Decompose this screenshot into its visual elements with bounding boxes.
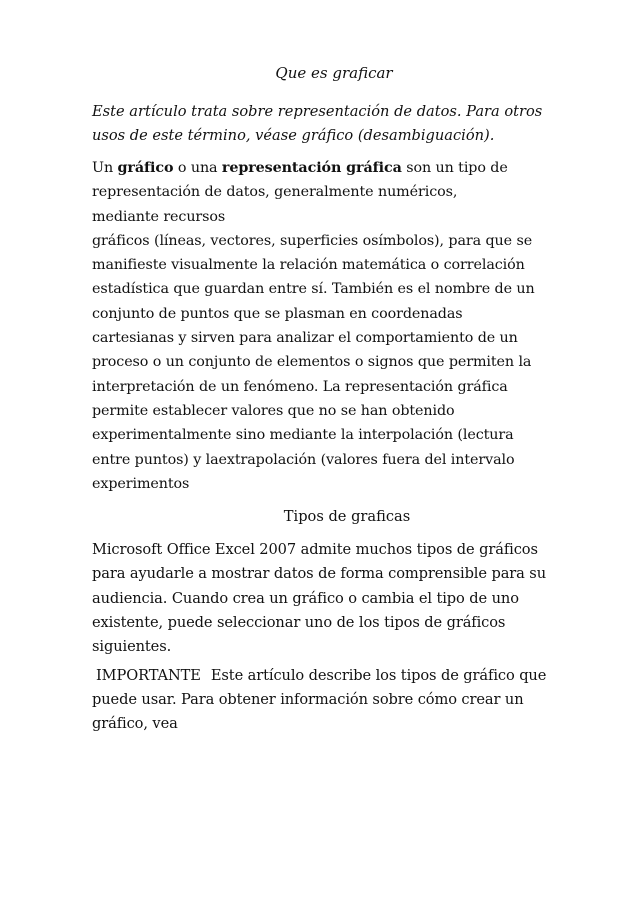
note-first-line-text: Este artículo describe los tipos de gráfico que — [210, 666, 547, 684]
definition-line: mediante recursos — [92, 208, 226, 225]
definition-line: proceso o un conjunto de elementos o signos que permiten la — [92, 354, 532, 371]
excel-line: Microsoft Office Excel 2007 admite muchos tipos de gráficos — [92, 541, 538, 559]
definition-line: gráficos (líneas, vectores, superficies osímbolos), para que se — [92, 232, 533, 249]
note-first-line — [92, 664, 562, 688]
excel-line: existente, puede seleccionar uno de los tipos de gráficos — [92, 614, 506, 632]
document-title: Que es graficar — [275, 64, 393, 82]
definition-line: interpretación de un fenómeno. La representación gráfica — [92, 378, 508, 395]
important-note — [92, 664, 562, 737]
note-line: puede usar. Para obtener información sobre cómo crear un — [92, 690, 524, 708]
term-grafico: gráfico — [117, 160, 174, 176]
definition-first-line — [92, 156, 562, 180]
definition-line: experimentalmente sino mediante la interpolación (lectura — [92, 427, 514, 444]
intro-paragraph — [92, 100, 562, 148]
definition-line: experimentos — [92, 475, 190, 492]
document-page — [92, 62, 562, 737]
excel-line: audiencia. Cuando crea un gráfico o cambia el tipo de uno — [92, 589, 519, 607]
excel-paragraph — [92, 538, 562, 659]
important-label: IMPORTANTE — [96, 666, 201, 684]
term-representacion-grafica: representación gráfica — [221, 160, 402, 176]
intro-line: usos de este término, véase gráfico (desambiguación). — [92, 127, 495, 144]
word-un: Un — [92, 160, 114, 176]
intro-line: Este artículo trata sobre representación de datos. Para otros — [92, 103, 543, 120]
note-line: gráfico, vea — [92, 715, 178, 733]
definition-paragraph — [92, 156, 562, 496]
definition-first-line-rest: son un tipo de — [401, 160, 508, 176]
excel-line: para ayudarle a mostrar datos de forma comprensible para su — [92, 565, 546, 583]
section-subtitle: Tipos de graficas — [283, 508, 411, 526]
definition-line: permite establecer valores que no se han obtenido — [92, 402, 455, 419]
definition-line: representación de datos, generalmente numéricos, — [92, 184, 458, 201]
definition-line: manifieste visualmente la relación matemática o correlación — [92, 257, 525, 274]
definition-line: estadística que guardan entre sí. También es el nombre de un — [92, 281, 535, 298]
definition-line: entre puntos) y laextrapolación (valores fuera del intervalo — [92, 451, 515, 468]
connector-text: o una — [173, 160, 222, 176]
excel-line: siguientes. — [92, 638, 172, 656]
definition-line: cartesianas y sirven para analizar el comportamiento de un — [92, 330, 518, 347]
definition-line: conjunto de puntos que se plasman en coordenadas — [92, 305, 463, 322]
